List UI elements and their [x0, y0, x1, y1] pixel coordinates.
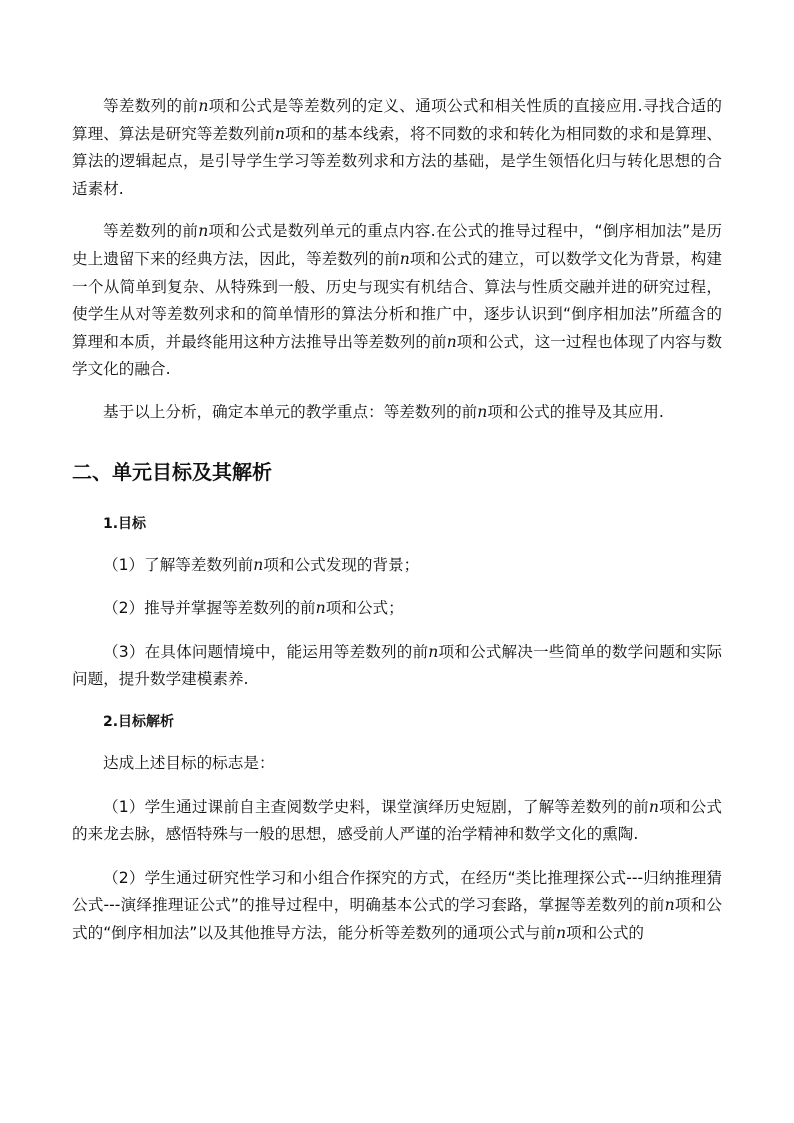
subheading-goals: 1.目标 [103, 515, 147, 532]
paragraph-teaching-focus: 基于以上分析，确定本单元的教学重点：等差数列的前n项和公式的推导及其应用. [103, 402, 664, 421]
subheading-goal-analysis: 2.目标解析 [103, 713, 175, 730]
paragraph-analysis-2: 等差数列的前n项和公式是数列单元的重点内容.在公式的推导过程中，“倒序相加法”是历史上遗留下来的经典方法，因此，等差数列的前n项和公式的建立，可以数学文化为背景，构建一个从简单到复杂、从特殊到一般、历史与现实有机结合、算法与性质交融并进的研究过程，使学生从对等差数列求和的简单情形的算法分析和推广中，逐步认识到“倒序相加法”所蕴含的算理和本质，并最终能用这种方法推导出等差数列的前n项和公式，这一过程也体现了内容与数学文化的融合. [72, 222, 722, 379]
paragraph-analysis-1: 等差数列的前n项和公式是等差数列的定义、通项公式和相关性质的直接应用.寻找合适的算理、算法是研究等差数列前n项和的基本线索，将不同数的求和转化为相同数的求和是算理、算法的逻辑起点，是引导学生学习等差数列求和方法的基础，是学生领悟化归与转化思想的合适素材. [72, 97, 722, 198]
section-heading-unit-goals: 二、单元目标及其解析 [72, 459, 272, 484]
goal-item-3: （3）在具体问题情境中，能运用等差数列的前n项和公式解决一些简单的数学问题和实际问题，提升数学建模素养. [72, 642, 722, 689]
analysis-item-2: （2）学生通过研究性学习和小组合作探究的方式，在经历“类比推理探公式---归纳推理猜公式---演绎推理证公式”的推导过程中，明确基本公式的学习套路，掌握等差数列的前n项和公式的“倒序相加法”以及其他推导方法，能分析等差数列的通项公式与前n项和公式的 [72, 868, 722, 942]
goal-item-1: （1）了解等差数列前n项和公式发现的背景； [103, 555, 420, 574]
analysis-item-1: （1）学生通过课前自主查阅数学史料，课堂演绎历史短剧，了解等差数列的前n项和公式的来龙去脉，感悟特殊与一般的思想，感受前人严谨的治学精神和数学文化的熏陶. [72, 797, 722, 844]
analysis-intro: 达成上述目标的标志是： [103, 753, 275, 772]
document-page [72, 93, 722, 963]
goal-item-2: （2）推导并掌握等差数列的前n项和公式； [103, 599, 404, 618]
